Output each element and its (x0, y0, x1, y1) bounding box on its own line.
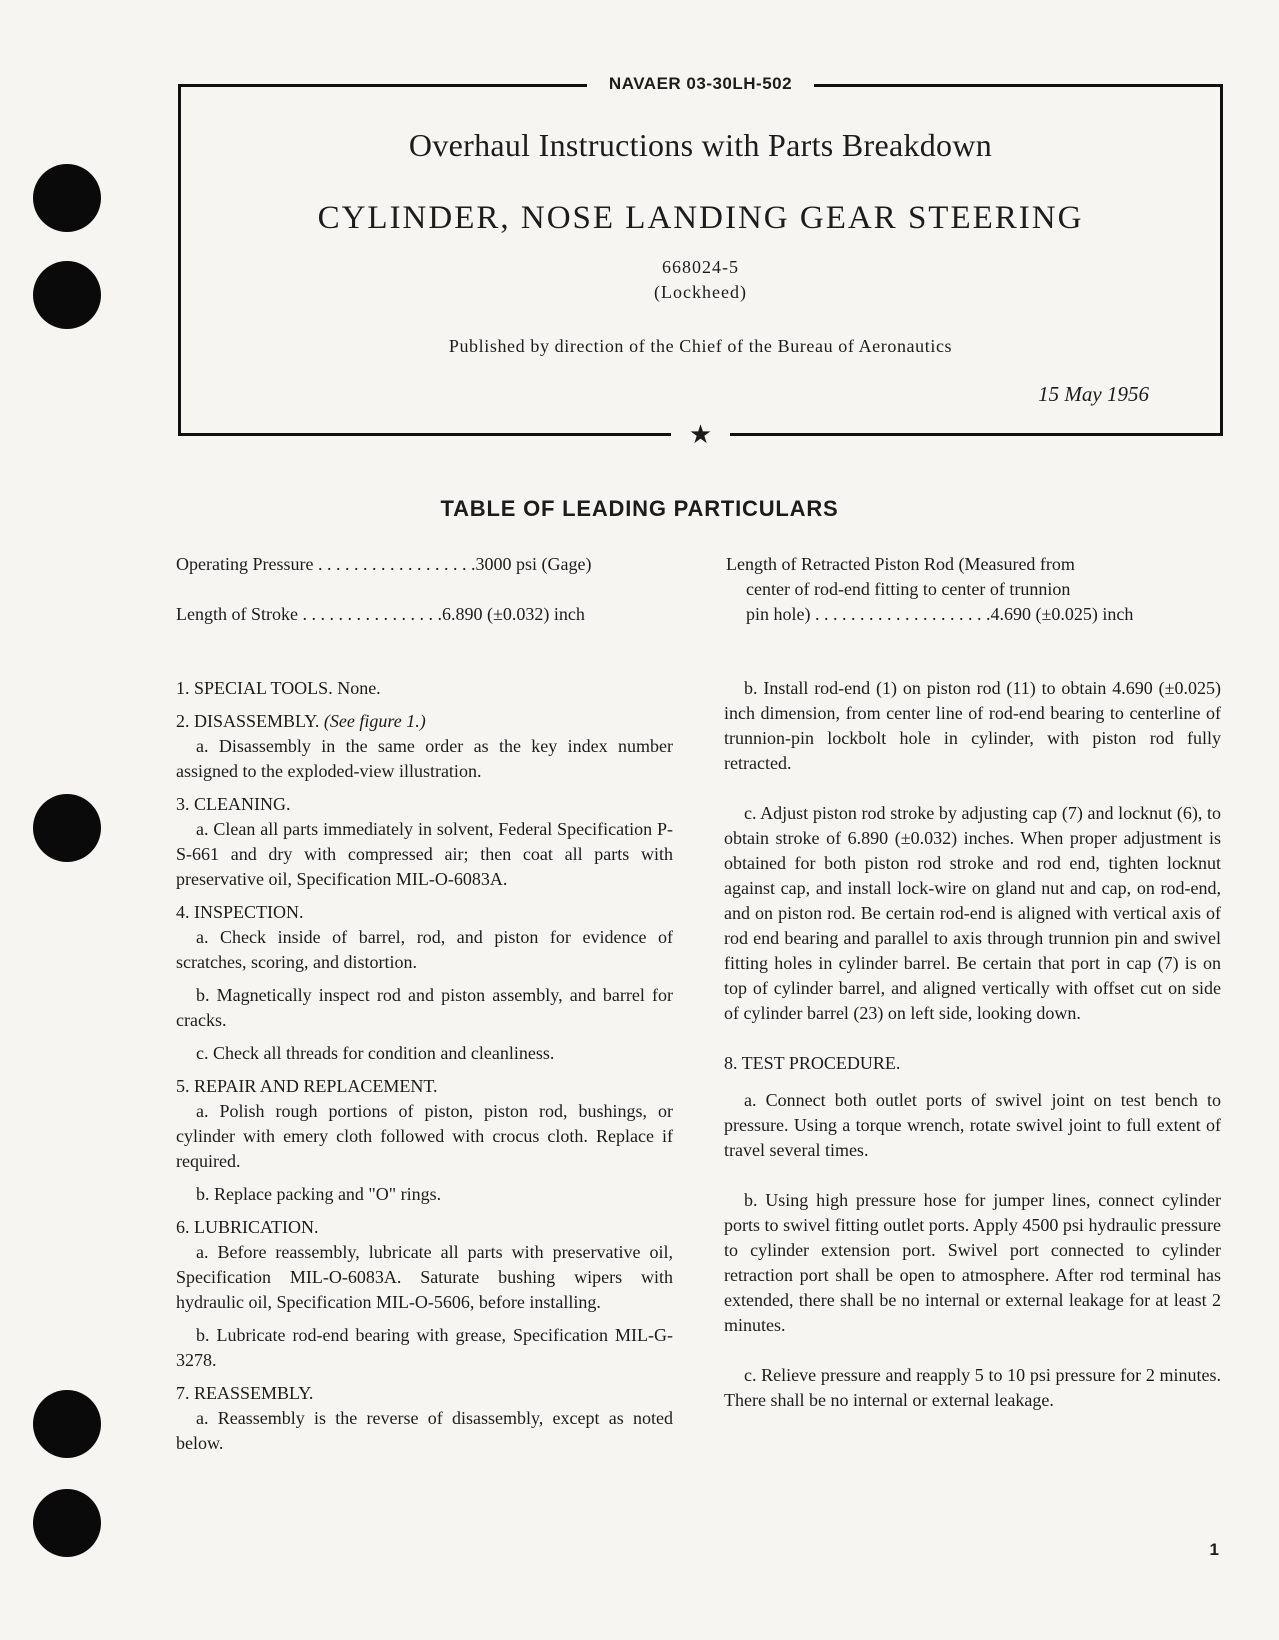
section-inspection: 4. INSPECTION. (176, 902, 304, 922)
reassembly-a: a. Reassembly is the reverse of disassembly, except as noted below. (176, 1408, 673, 1453)
figure-reference: (See figure 1.) (323, 711, 426, 731)
document-number: NAVAER 03-30LH-502 (587, 74, 814, 93)
retracted-length-line3: pin hole) . . . . . . . . . . . . . . . . . . . .4.690 (±0.025) inch (746, 604, 1134, 624)
retracted-length-line1: Length of Retracted Piston Rod (Measured from (726, 554, 1075, 574)
section-reassembly: 7. REASSEMBLY. (176, 1383, 314, 1403)
test-a: a. Connect both outlet ports of swivel joint on test bench to pressure. Using a torque wrench, rotate swivel joint to full extent of travel several times. (724, 1090, 1221, 1160)
test-c: c. Relieve pressure and reapply 5 to 10 psi pressure for 2 minutes. There shall be no internal or external leakage. (724, 1365, 1221, 1410)
binder-hole (33, 164, 101, 232)
leading-particulars-title: TABLE OF LEADING PARTICULARS (440, 496, 839, 521)
star-icon: ★ (671, 420, 730, 450)
publication-date: 15 May 1956 (1038, 382, 1149, 406)
document-subtitle: Overhaul Instructions with Parts Breakdown (408, 127, 993, 163)
inspection-b: b. Magnetically inspect rod and piston assembly, and barrel for cracks. (176, 985, 673, 1030)
binder-hole (33, 794, 101, 862)
stroke-length: Length of Stroke . . . . . . . . . . . . . . . .6.890 (±0.032) inch (176, 604, 585, 624)
binder-hole (33, 261, 101, 329)
reassembly-c: c. Adjust piston rod stroke by adjusting cap (7) and locknut (6), to obtain stroke of 6.890 (±0.032) inches. When proper adjustment is obtained for both piston rod stroke and rod end, tighten locknut against cap, and install lock-wire on gland nut and cap, on rod-end, and on piston rod. Be certain rod-end is aligned with vertical axis of rod end bearing and parallel to axis through trunnion pin and swivel fitting holes in cylinder barrel. Be certain that port in cap (7) is on top of cylinder barrel, and aligned vertically with offset cut on side of cylinder barrel (23) on left side, looking down. (724, 803, 1221, 1023)
lubrication-a: a. Before reassembly, lubricate all parts with preservative oil, Specification MIL-O-6083A. Saturate bushing wipers with hydraulic oil, Specification MIL-O-5606, before installing. (176, 1242, 673, 1312)
right-column (724, 676, 1221, 1413)
disassembly-a: a. Disassembly in the same order as the key index number assigned to the exploded-view illustration. (176, 736, 673, 781)
manufacturer: (Lockheed) (654, 282, 747, 302)
binder-hole (33, 1489, 101, 1557)
retracted-length-line2: center of rod-end fitting to center of trunnion (746, 579, 1071, 599)
page-number: 1 (1209, 1540, 1219, 1559)
document-title: CYLINDER, NOSE LANDING GEAR STEERING (317, 200, 1084, 236)
section-special-tools: 1. SPECIAL TOOLS. None. (176, 678, 381, 698)
left-column (176, 676, 673, 1456)
publisher-line: Published by direction of the Chief of the Bureau of Aeronautics (448, 336, 953, 356)
repair-b: b. Replace packing and "O" rings. (196, 1184, 442, 1204)
inspection-c: c. Check all threads for condition and cleanliness. (196, 1043, 555, 1063)
inspection-a: a. Check inside of barrel, rod, and piston for evidence of scratches, scoring, and distortion. (176, 927, 673, 972)
part-number: 668024-5 (662, 257, 739, 277)
section-lubrication: 6. LUBRICATION. (176, 1217, 319, 1237)
binder-hole (33, 1390, 101, 1458)
lubrication-b: b. Lubricate rod-end bearing with grease, Specification MIL-G-3278. (176, 1325, 673, 1370)
section-repair: 5. REPAIR AND REPLACEMENT. (176, 1076, 438, 1096)
section-cleaning: 3. CLEANING. (176, 794, 291, 814)
section-disassembly: 2. DISASSEMBLY. (176, 711, 320, 731)
reassembly-b: b. Install rod-end (1) on piston rod (11) to obtain 4.690 (±0.025) inch dimension, from center line of rod-end bearing to centerline of trunnion-pin lockbolt hole in cylinder, with piston rod fully retracted. (724, 678, 1221, 773)
cleaning-a: a. Clean all parts immediately in solvent, Federal Specification P-S-661 and dry with compressed air; then coat all parts with preservative oil, Specification MIL-O-6083A. (176, 819, 673, 889)
operating-pressure: Operating Pressure . . . . . . . . . . . . . . . . . .3000 psi (Gage) (176, 554, 592, 574)
section-disassembly-heading (176, 709, 673, 734)
repair-a: a. Polish rough portions of piston, piston rod, bushings, or cylinder with emery cloth followed with crocus cloth. Replace if required. (176, 1101, 673, 1171)
test-b: b. Using high pressure hose for jumper lines, connect cylinder ports to swivel fitting outlet ports. Apply 4500 psi hydraulic pressure to cylinder extension port. Swivel port connected to cylinder retraction port shall be open to atmosphere. After rod terminal has extended, there shall be no internal or external leakage for at least 2 minutes. (724, 1190, 1221, 1335)
section-test-procedure: 8. TEST PROCEDURE. (724, 1053, 901, 1073)
